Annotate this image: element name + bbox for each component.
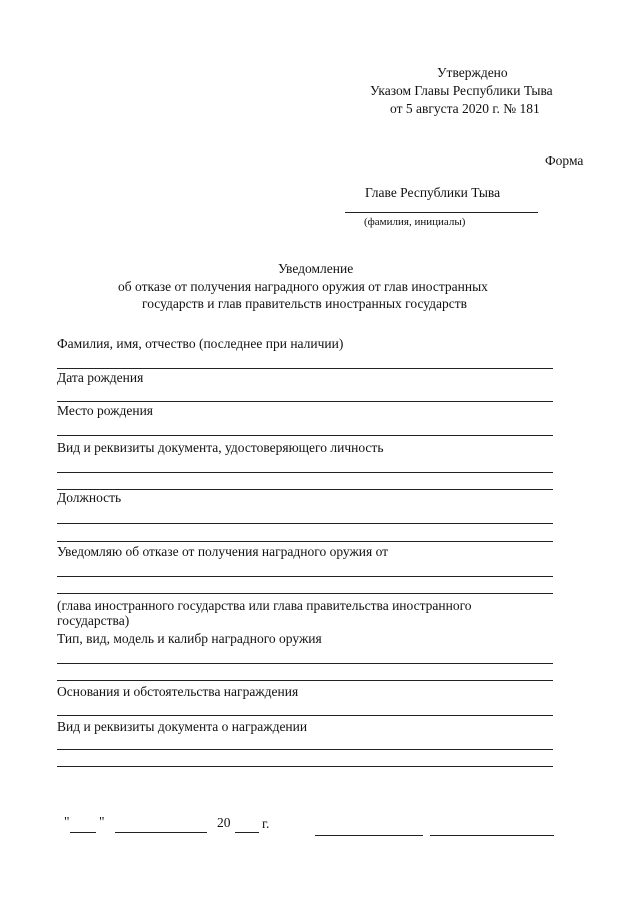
document-heading: Уведомление (278, 261, 354, 276)
date-quote-open: " (64, 814, 70, 829)
date-day-line[interactable] (70, 832, 96, 833)
addressee-hint: (фамилия, инициалы) (364, 216, 466, 228)
addressee-line (345, 212, 538, 213)
field-label-award-document: Вид и реквизиты документа о награждении (57, 719, 308, 734)
field-line-weapon-2[interactable] (57, 680, 553, 681)
field-label-id-document: Вид и реквизиты документа, удостоверяющего личность (57, 440, 384, 455)
date-year-suffix: г. (262, 816, 270, 831)
field-line-weapon-1[interactable] (57, 663, 553, 664)
field-label-position: Должность (57, 490, 122, 505)
field-line-birth-date[interactable] (57, 401, 553, 402)
field-label-refusal-from: Уведомляю об отказе от получения наградного оружия от (57, 544, 389, 559)
field-label-full-name: Фамилия, имя, отчество (последнее при наличии) (57, 336, 344, 351)
form-label: Форма (545, 153, 584, 168)
approval-line-1: Утверждено (437, 65, 508, 80)
field-line-birth-place[interactable] (57, 435, 553, 436)
field-line-grounds[interactable] (57, 715, 553, 716)
field-line-refusal-from-2[interactable] (57, 593, 553, 594)
signature-name-line[interactable] (430, 835, 554, 836)
field-label-birth-place: Место рождения (57, 403, 154, 418)
field-line-award-document-1[interactable] (57, 749, 553, 750)
field-line-position-1[interactable] (57, 523, 553, 524)
field-line-award-document-2[interactable] (57, 766, 553, 767)
approval-line-2: Указом Главы Республики Тыва (370, 83, 553, 98)
field-line-refusal-from-1[interactable] (57, 576, 553, 577)
date-month-line[interactable] (115, 832, 207, 833)
signature-line[interactable] (315, 835, 423, 836)
approval-line-3: от 5 августа 2020 г. № 181 (390, 101, 540, 116)
field-hint-head-line-2: государства) (57, 613, 130, 628)
date-year-line[interactable] (235, 832, 259, 833)
document-title-line-2: государств и глав правительств иностранных государств (142, 296, 468, 311)
document-title-line-1: об отказе от получения наградного оружия от глав иностранных (118, 279, 488, 294)
field-label-grounds: Основания и обстоятельства награждения (57, 684, 299, 699)
field-line-id-document-2[interactable] (57, 489, 553, 490)
field-line-id-document-1[interactable] (57, 472, 553, 473)
field-label-weapon: Тип, вид, модель и калибр наградного оружия (57, 631, 322, 646)
addressee-to: Главе Республики Тыва (365, 185, 501, 200)
date-quote-close: " (99, 814, 105, 829)
field-line-position-2[interactable] (57, 541, 553, 542)
date-year-prefix: 20 (217, 815, 231, 830)
field-label-birth-date: Дата рождения (57, 370, 144, 385)
field-hint-head-line-1: (глава иностранного государства или глава правительства иностранного (57, 598, 472, 613)
field-line-full-name[interactable] (57, 368, 553, 369)
